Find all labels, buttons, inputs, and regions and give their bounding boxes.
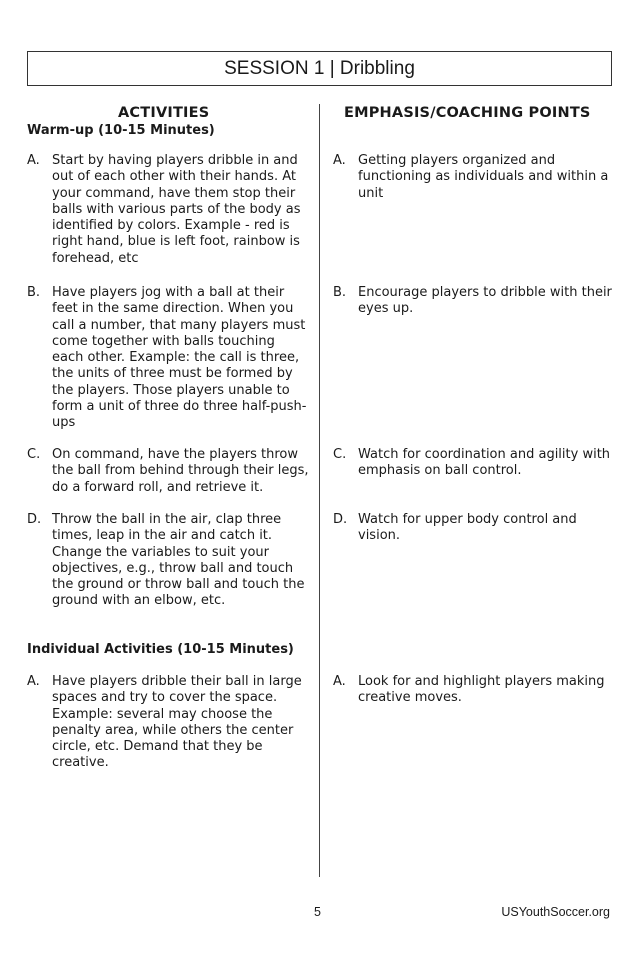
item-text: Getting players organized and functioning as individuals and within a unit	[358, 153, 609, 201]
individual-activity-a	[27, 674, 309, 772]
item-letter: B.	[27, 285, 41, 300]
item-text: Have players jog with a ball at their feet in the same direction. When you call a number, that many players must come together with balls touching each other. Example: the call is three, the units of three must be formed by the players. Those players unable to form a unit of three do three half-push-ups	[52, 285, 307, 431]
warmup-point-a	[333, 153, 618, 202]
individual-heading: Individual Activities (10-15 Minutes)	[27, 642, 294, 657]
item-text: Watch for coordination and agility with emphasis on ball control.	[358, 447, 611, 479]
item-letter: D.	[27, 512, 42, 527]
item-text: Watch for upper body control and vision.	[358, 512, 577, 544]
item-letter: A.	[27, 153, 40, 168]
item-text: Start by having players dribble in and out of each other with their hands. At your command, have them stop their balls with various parts of the body as identified by colors. Example - red is right hand, blue is left foot, rainbow is forehead, etc	[52, 153, 301, 266]
activities-heading: ACTIVITIES	[118, 105, 210, 121]
individual-point-a	[333, 674, 618, 707]
warmup-point-b	[333, 285, 618, 318]
coaching-points-heading: EMPHASIS/COACHING POINTS	[344, 105, 591, 121]
warmup-heading: Warm-up (10-15 Minutes)	[27, 123, 215, 138]
footer-site: USYouthSoccer.org	[501, 905, 610, 919]
warmup-point-d	[333, 512, 618, 545]
item-letter: A.	[333, 674, 346, 689]
column-divider	[319, 104, 320, 877]
item-letter: B.	[333, 285, 347, 300]
item-letter: D.	[333, 512, 348, 527]
item-letter: A.	[27, 674, 40, 689]
warmup-activity-d	[27, 512, 309, 610]
warmup-activity-c	[27, 447, 309, 496]
warmup-point-c	[333, 447, 618, 480]
page-number: 5	[314, 905, 321, 919]
item-letter: C.	[27, 447, 41, 462]
item-letter: A.	[333, 153, 346, 168]
warmup-activity-a	[27, 153, 309, 267]
warmup-activity-b	[27, 285, 309, 432]
item-text: On command, have the players throw the ball from behind through their legs, do a forward roll, and retrieve it.	[52, 447, 309, 495]
item-text: Throw the ball in the air, clap three times, leap in the air and catch it. Change the variables to suit your objectives, e.g., throw ball and touch the ground or throw ball and touch the ground with an elbow, etc.	[52, 512, 305, 609]
session-title-box	[27, 51, 612, 86]
item-letter: C.	[333, 447, 347, 462]
session-title: SESSION 1 | Dribbling	[224, 57, 415, 79]
item-text: Look for and highlight players making creative moves.	[358, 674, 605, 706]
item-text: Have players dribble their ball in large spaces and try to cover the space. Example: several may choose the penalty area, while others the center circle, etc. Demand that they be creative.	[52, 674, 302, 771]
item-text: Encourage players to dribble with their eyes up.	[358, 285, 612, 317]
